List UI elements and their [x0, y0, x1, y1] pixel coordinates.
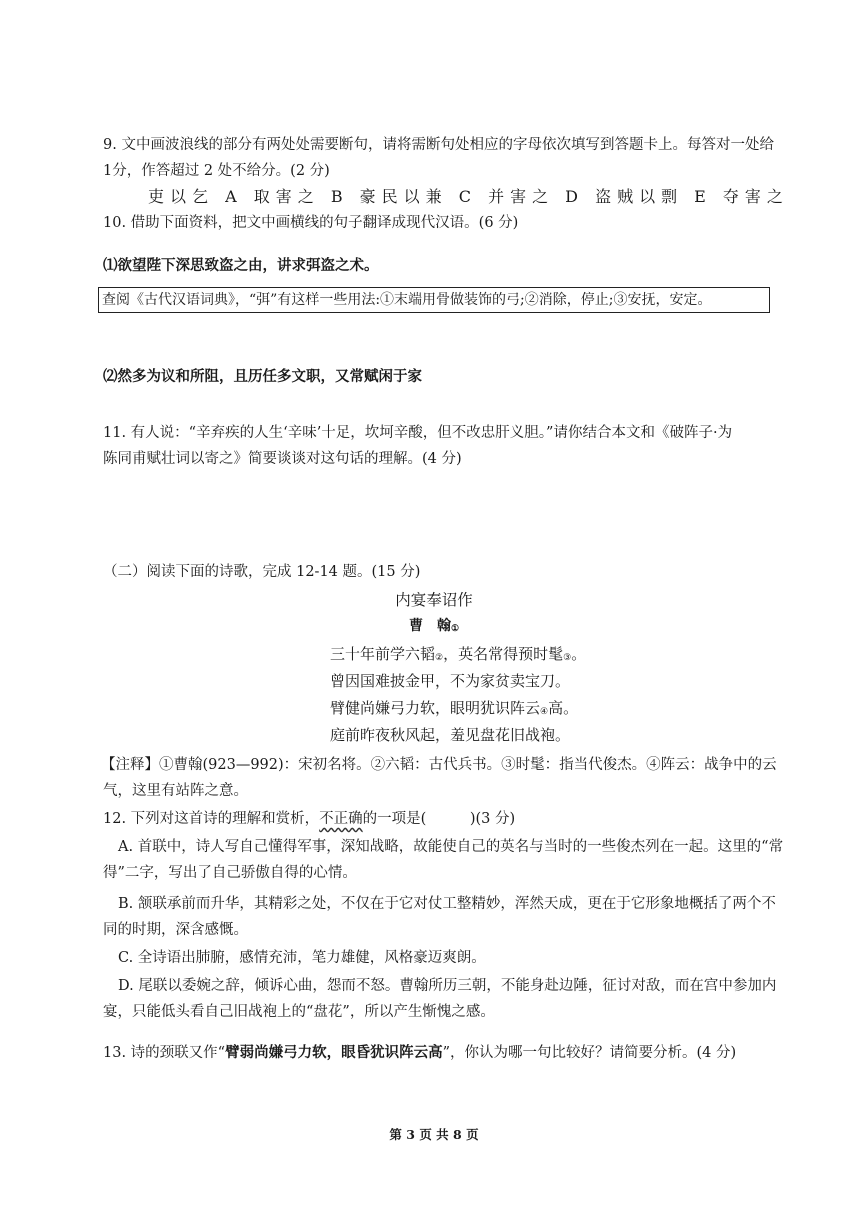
q10-item1: ⑴欲望陛下深思致盗之由，讲求弭盗之术。	[103, 257, 379, 274]
notes-line1: 【注释】①曹翰(923—992)：宋初名将。②六韬：古代兵书。③时髦：指当代俊杰。④阵云：战争中的云	[101, 757, 777, 773]
poem-line-1: 三十年前学六韬②，英名常得预时髦③。	[330, 645, 587, 663]
q12-option-a-line2: 得”二字，写出了自己骄傲自得的心情。	[103, 865, 357, 881]
q12-prompt: 12. 下列对这首诗的理解和赏析，不正确的一项是( )(3 分)	[103, 811, 516, 827]
footnote-marker: ①	[450, 624, 460, 634]
q10-item2: ⑵然多为议和所阻，且历任多文职，又常赋闲于家	[103, 368, 422, 385]
footnote-marker: ②	[435, 653, 444, 663]
q13-prompt: 13. 诗的颈联又作“臂弱尚嫌弓力软，眼昏犹识阵云高”，你认为哪一句比较好？请简要分析。(4 分)	[103, 1044, 737, 1061]
q12-option-b-line2: 同的时期，深含感慨。	[103, 922, 248, 938]
page-footer: 第 3 页 共 8 页	[389, 1127, 479, 1142]
dictionary-reference-box: 查阅《古代汉语词典》，“弭”有这样一些用法:①末端用骨做装饰的弓;②消除，停止;③安抚，安定。	[98, 287, 770, 313]
footnote-marker: ③	[563, 653, 572, 663]
poem-author: 曹 翰①	[408, 618, 460, 634]
q9-prompt-line2: 1分，作答超过 2 处不给分。(2 分)	[103, 163, 330, 179]
poem-line-4: 庭前昨夜秋风起，羞见盘花旧战袍。	[330, 726, 571, 744]
q12-option-d-line2: 宴，只能低头看自己旧战袍上的“盘花”，所以产生惭愧之感。	[103, 1004, 495, 1020]
q10-prompt: 10. 借助下面资料，把文中画横线的句子翻译成现代汉语。(6 分)	[103, 215, 519, 231]
poem-title: 内宴奉诏作	[395, 591, 473, 609]
q12-option-d-line1: D. 尾联以委婉之辞，倾诉心曲，怨而不怒。曹翰所历三朝，不能身赴边陲，征讨对敌，而在宫中参加内	[118, 978, 777, 994]
emphasis-not-correct: 不正确	[319, 811, 363, 827]
poem-line-2: 曾因国难披金甲，不为家贫卖宝刀。	[330, 672, 571, 690]
q11-prompt-line1: 11. 有人说：“辛弃疾的人生‘辛味’十足，坎坷辛酸，但不改忠肝义胆。”请你结合本文和《破阵子·为	[103, 425, 733, 441]
q11-prompt-line2: 陈同甫赋壮词以寄之》简要谈谈对这句话的理解。(4 分)	[103, 451, 462, 467]
q9-sentence: 吏以乞 A 取害之 B 豪民以兼 C 并害之 D 盗贼以剽 E 夺害之	[148, 187, 789, 206]
section2-heading: （二）阅读下面的诗歌，完成 12-14 题。(15 分)	[103, 564, 421, 580]
footnote-marker: ④	[540, 707, 549, 717]
q13-variant-couplet: 臂弱尚嫌弓力软，眼昏犹识阵云高	[225, 1044, 443, 1061]
q12-option-a-line1: A. 首联中，诗人写自己懂得军事，深知战略，故能使自己的英名与当时的一些俊杰列在一起。这里的“常	[118, 839, 784, 855]
notes-line2: 气，这里有站阵之意。	[103, 783, 248, 799]
q12-option-b-line1: B. 颔联承前而升华，其精彩之处，不仅在于它对仗工整精妙，浑然天成，更在于它形象地概括了两个不	[118, 896, 776, 912]
q9-prompt-line1: 9. 文中画波浪线的部分有两处处需要断句，请将需断句处相应的字母依次填写到答题卡上。每答对一处给	[103, 137, 774, 153]
q12-option-c: C. 全诗语出肺腑，感情充沛，笔力雄健，风格豪迈爽朗。	[118, 950, 486, 966]
poem-line-3: 臂健尚嫌弓力软，眼明犹识阵云④高。	[330, 699, 579, 717]
